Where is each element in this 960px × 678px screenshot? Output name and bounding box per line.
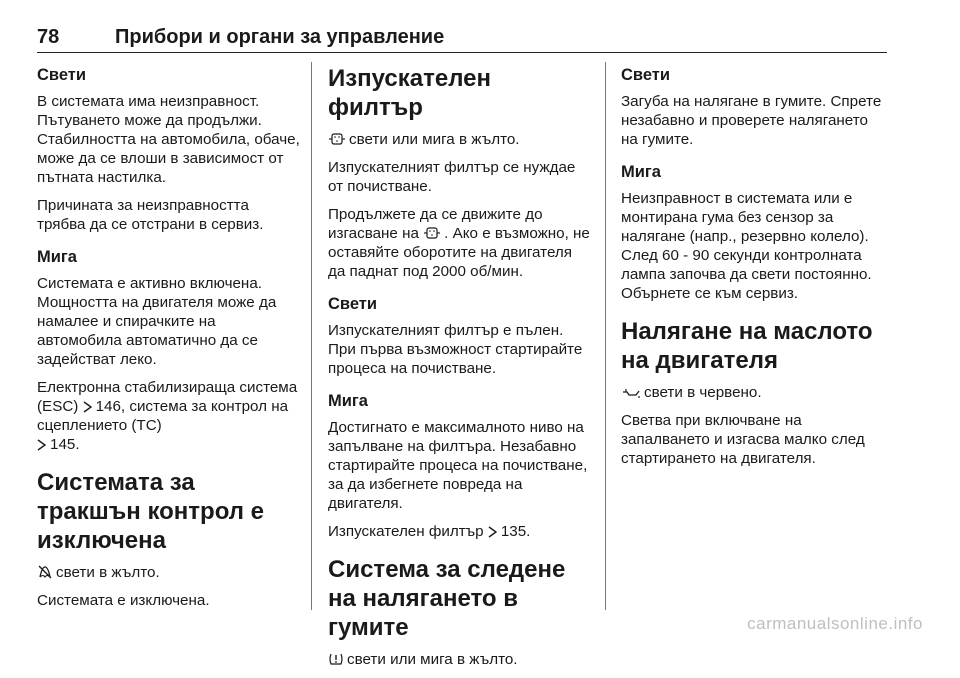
paragraph (37, 378, 301, 454)
text: Изпускателен филтър (328, 523, 488, 540)
text: Продължете да се движите до изгасване на (328, 206, 543, 242)
paragraph: Изпускателният филтър е пълен. При първа възможност стартирайте процеса на почистване. (328, 322, 583, 377)
paragraph (328, 522, 592, 541)
paragraph: Неизправност в системата или е монтирана гума без сензор за налягане (напр., резервно колело). След 60 - 90 секунди контролната лампа започва да свети постоянно. Обърнете се към сервиз. (621, 190, 872, 302)
paragraph (328, 205, 592, 281)
paragraph (37, 563, 301, 582)
page-number: 78 (37, 26, 60, 48)
paragraph (621, 383, 885, 402)
paragraph: Причината за неизправността трябва да се отстрани в сервиз. (37, 197, 264, 233)
exhaust-filter-icon (328, 130, 346, 149)
text: свети в жълто. (56, 564, 160, 581)
paragraph: Достигнато е максималното ниво на запълване на филтъра. Незабавно стартирайте процеса на почистване, за да избегнете повреда на двигателя. (328, 419, 588, 512)
exhaust-filter-icon (423, 224, 441, 243)
column-3 (621, 64, 885, 477)
section-heading: Мига (328, 392, 368, 410)
traction-control-off-icon (37, 563, 53, 582)
section-heading: Свети (621, 66, 671, 84)
paragraph: Системата е активно включена. Мощността на двигателя може да намалее и спирачките на автомобила автоматично да се задействат леко. (37, 275, 277, 368)
paragraph (328, 650, 592, 669)
page-reference-link[interactable]: 145 (50, 436, 76, 453)
section-title: Система за следене на налягането в гумите (328, 556, 566, 641)
text: свети или мига в жълто. (349, 131, 520, 148)
page-reference-icon (37, 435, 47, 454)
section-title: Системата за тракшън контрол е изключена (37, 469, 265, 554)
text: , система за контрол на сцеплението (TC) (37, 398, 289, 434)
column-divider (605, 62, 606, 610)
oil-pressure-icon (621, 383, 641, 402)
page-reference-icon (83, 397, 93, 416)
paragraph: В системата има неизправност. Пътуването може да продължи. Стабилността на автомобила, обаче, може да се влоши в зависимост от пътната настилка. (37, 93, 300, 186)
column-divider (311, 62, 312, 610)
text: свети или мига в жълто. (347, 651, 518, 668)
text: . (75, 436, 80, 453)
column-2 (328, 64, 592, 678)
column-1 (37, 64, 301, 619)
watermark: carmanualsonline.info (747, 614, 923, 633)
section-heading: Свети (328, 295, 378, 313)
section-heading: Свети (37, 66, 87, 84)
page-reference-icon (488, 522, 498, 541)
paragraph: Загуба на налягане в гумите. Спрете незабавно и проверете налягането на гумите. (621, 93, 882, 148)
paragraph (328, 130, 592, 149)
page-header (37, 28, 887, 53)
paragraph: Светва при включване на запалването и изгасва малко след стартирането на двигателя. (621, 412, 865, 467)
text: Електронна стабилизираща система (ESC) (37, 379, 298, 415)
section-heading: Мига (621, 163, 661, 181)
text: . (526, 523, 531, 540)
page-reference-link[interactable]: 135 (500, 523, 527, 540)
text: . Ако е възможно, не оставяйте оборотите на двигателя да паднат под 2000 об/мин. (328, 225, 590, 280)
paragraph: Системата е изключена. (37, 592, 210, 609)
text: свети в червено. (644, 384, 762, 401)
section-title: Изпускателен филтър (328, 65, 492, 121)
tire-pressure-icon (328, 650, 344, 669)
page-reference-link[interactable]: 146 (95, 398, 121, 415)
section-heading: Мига (37, 248, 77, 266)
page-title: Прибори и органи за управление (115, 26, 445, 48)
section-title: Налягане на маслото на двигателя (621, 318, 873, 374)
paragraph: Изпускателният филтър се нуждае от почистване. (328, 159, 576, 195)
